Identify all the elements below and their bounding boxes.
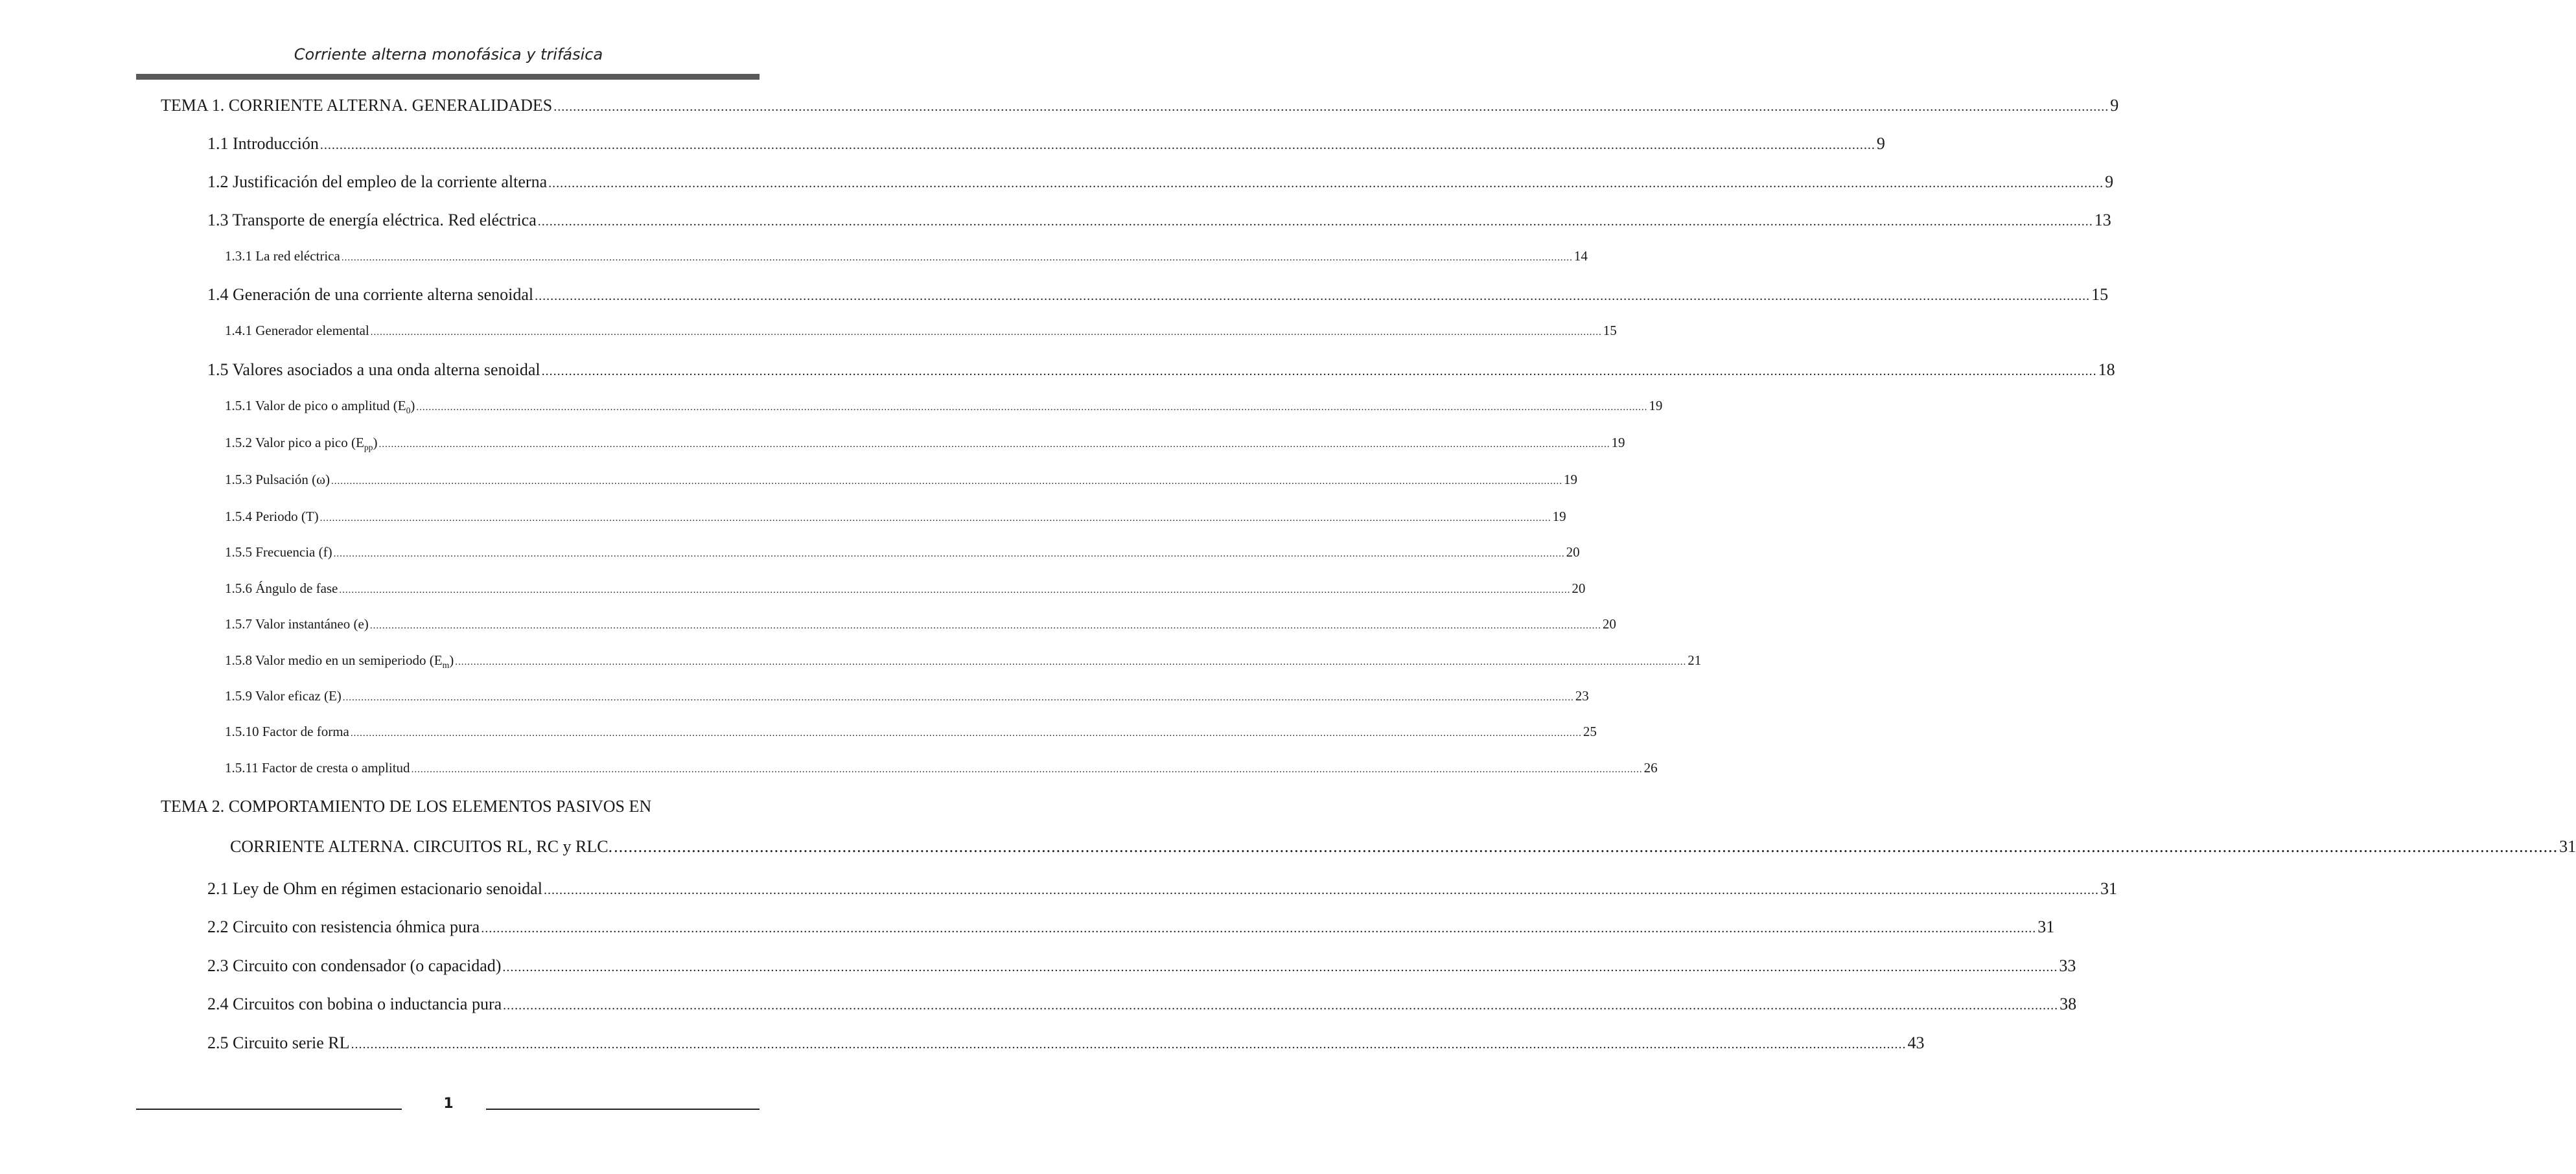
dot-leader: ................................................................................................................................................................................................................................................................................................................................................................................................................ — [378, 439, 1610, 450]
dot-leader: ................................................................................................................................................................................................................................................................................................................................................................................................................ — [535, 289, 2091, 303]
toc-entry-title: 2.5 Circuito serie RL — [207, 1033, 350, 1052]
toc-entry[interactable] — [225, 472, 1577, 488]
toc-page-number: 19 — [1611, 435, 1625, 450]
toc-entry[interactable] — [207, 917, 2055, 937]
toc-page-number: 19 — [1552, 509, 1566, 524]
toc-entry-title: 1.5 Valores asociados a una onda alterna senoidal — [207, 360, 540, 379]
toc-entry[interactable] — [225, 652, 1702, 671]
toc-page-number: 9 — [1876, 134, 1885, 153]
toc-entry-title: 1.5.8 Valor medio en un semiperiodo $(E_m)$ — [225, 652, 454, 671]
toc-page-number: 9 — [2110, 96, 2119, 115]
toc-entry-title: 1.5.5 Frecuencia (f) — [225, 544, 332, 560]
toc-page-number: 20 — [1566, 544, 1580, 560]
toc-entry-title: 1.5.2 Valor pico a pico $(E_{pp})$ — [225, 435, 378, 453]
toc-entry-title: 1.4 Generación de una corriente alterna senoidal — [207, 285, 534, 304]
dot-leader: ................................................................................................................................................................................................................................................................................................................................................................................................................ — [411, 765, 1643, 775]
toc-entry[interactable] — [225, 248, 1588, 264]
toc-entry[interactable] — [207, 879, 2117, 899]
toc-page-number: 19 — [1563, 472, 1577, 487]
toc-page-number: 20 — [1602, 616, 1616, 632]
dot-leader: ................................................................................................................................................................................................................................................................................................................................................................................................................ — [350, 728, 1582, 739]
toc-entry-title: TEMA 2. COMPORTAMIENTO DE LOS ELEMENTOS PASIVOS EN — [161, 797, 652, 816]
toc-entry[interactable] — [225, 760, 1658, 776]
toc-page-number: 14 — [1573, 248, 1588, 264]
toc-page-number: 43 — [1907, 1033, 1925, 1052]
dot-leader: ................................................................................................................................................................................................................................................................................................................................................................................................................ — [416, 402, 1648, 413]
dot-leader: ................................................................................................................................................................................................................................................................................................................................................................................................................ — [370, 327, 1602, 338]
toc-entry[interactable] — [207, 172, 2114, 192]
toc-entry[interactable] — [161, 96, 2119, 115]
footer-rule-left — [136, 1109, 402, 1110]
toc-entry-title: 1.3 Transporte de energía eléctrica. Red eléctrica — [207, 211, 537, 229]
header-rule — [136, 74, 760, 80]
toc-entry-title: TEMA 1. CORRIENTE ALTERNA. GENERALIDADES — [161, 96, 553, 115]
toc-entry-title: 1.5.7 Valor instantáneo (e) — [225, 616, 369, 632]
toc-entry[interactable] — [225, 581, 1586, 597]
toc-page-number: 15 — [2091, 285, 2109, 304]
toc-page-number: 23 — [1575, 688, 1589, 704]
dot-leader: ................................................................................................................................................................................................................................................................................................................................................................................................................ — [342, 693, 1574, 703]
toc-entry[interactable] — [207, 360, 2115, 380]
toc-page-number: 9 — [2105, 172, 2114, 191]
toc-entry-title: 1.2 Justificación del empleo de la corriente alterna — [207, 172, 548, 191]
subscript: pp — [364, 443, 373, 453]
toc-entry[interactable] — [225, 724, 1597, 740]
toc-page-number: 21 — [1688, 652, 1702, 668]
dot-leader: ................................................................................................................................................................................................................................................................................................................................................................................................................ — [369, 621, 1601, 631]
toc-entry-title: 1.3.1 La red eléctrica — [225, 248, 340, 264]
toc-entry-title: 2.4 Circuitos con bobina o inductancia pura — [207, 995, 502, 1013]
toc-page-number: 38 — [2060, 995, 2077, 1013]
toc-entry[interactable] — [225, 323, 1617, 339]
dot-leader: ................................................................................................................................................................................................................................................................................................................................................................................................................ — [319, 138, 1875, 152]
dot-leader: ................................................................................................................................................................................................................................................................................................................................................................................................................ — [548, 176, 2104, 190]
dot-leader: ................................................................................................................................................................................................................................................................................................................................................................................................................ — [331, 476, 1562, 487]
toc-entry[interactable] — [225, 435, 1625, 453]
toc-entry[interactable] — [207, 995, 2077, 1014]
dot-leader: ................................................................................................................................................................................................................................................................................................................................................................................................................ — [537, 214, 2093, 229]
toc-entry-title: 2.1 Ley de Ohm en régimen estacionario senoidal — [207, 879, 542, 898]
dot-leader: ................................................................................................................................................................................................................................................................................................................................................................................................................ — [614, 837, 2559, 856]
toc-page-number: 26 — [1643, 760, 1658, 776]
toc-entry[interactable] — [207, 1033, 1925, 1053]
toc-entry[interactable] — [207, 956, 2076, 976]
toc-entry-title: 2.3 Circuito con condensador (o capacidad) — [207, 956, 502, 975]
toc-entry-title: 1.5.6 Ángulo de fase — [225, 581, 338, 596]
toc-entry[interactable] — [207, 211, 2111, 230]
toc-entry[interactable] — [161, 797, 754, 816]
page-number: 1 — [443, 1096, 454, 1112]
dot-leader: ................................................................................................................................................................................................................................................................................................................................................................................................................ — [351, 1037, 1907, 1052]
running-header: Corriente alterna monofásica y trifásica — [294, 45, 603, 63]
dot-leader: ................................................................................................................................................................................................................................................................................................................................................................................................................ — [502, 960, 2058, 974]
toc-entry[interactable] — [225, 688, 1589, 704]
toc-page-number: 25 — [1583, 724, 1597, 739]
toc-page-number: 31 — [2037, 917, 2055, 936]
dot-leader: ................................................................................................................................................................................................................................................................................................................................................................................................................ — [341, 253, 1573, 263]
toc-entry-title: 1.5.11 Factor de cresta o amplitud — [225, 760, 410, 776]
toc-entry[interactable] — [207, 285, 2109, 305]
toc-entry[interactable] — [207, 134, 1885, 154]
toc-entry-title: CORRIENTE ALTERNA. CIRCUITOS RL, RC y RLC. — [230, 837, 613, 856]
toc-entry-title: 1.5.1 Valor de pico o amplitud $(E_0)$ — [225, 398, 415, 416]
toc-page-number: 33 — [2059, 956, 2076, 975]
dot-leader: ................................................................................................................................................................................................................................................................................................................................................................................................................ — [455, 657, 1687, 667]
toc-page-number: 20 — [1572, 581, 1586, 596]
dot-leader: ................................................................................................................................................................................................................................................................................................................................................................................................................ — [541, 364, 2097, 378]
toc-entry-continuation[interactable] — [230, 837, 2576, 857]
toc-entry-title: 1.4.1 Generador elemental — [225, 323, 369, 338]
toc-entry[interactable] — [225, 398, 1663, 416]
toc-entry-title: 1.5.3 Pulsación (ω) — [225, 472, 330, 487]
toc-entry-title: 1.5.9 Valor eficaz (E) — [225, 688, 342, 704]
subscript: m — [442, 660, 450, 671]
dot-leader: ................................................................................................................................................................................................................................................................................................................................................................................................................ — [543, 883, 2099, 897]
toc-entry-title: 1.1 Introducción — [207, 134, 319, 153]
dot-leader: ................................................................................................................................................................................................................................................................................................................................................................................................................ — [339, 585, 1571, 595]
subscript: 0 — [406, 406, 411, 416]
dot-leader: ................................................................................................................................................................................................................................................................................................................................................................................................................ — [319, 513, 1551, 524]
toc-page-number: 18 — [2098, 360, 2115, 379]
toc-page-number: 31 — [2100, 879, 2117, 898]
toc-entry-title: 1.5.4 Periodo (T) — [225, 509, 319, 524]
toc-page-number: 15 — [1603, 323, 1617, 338]
toc-entry-title: 2.2 Circuito con resistencia óhmica pura — [207, 917, 480, 936]
dot-leader: ................................................................................................................................................................................................................................................................................................................................................................................................................ — [503, 998, 2059, 1013]
toc-entry-title: 1.5.10 Factor de forma — [225, 724, 349, 739]
toc-entry[interactable] — [225, 544, 1580, 560]
dot-leader: ................................................................................................................................................................................................................................................................................................................................................................................................................ — [481, 921, 2037, 936]
dot-leader: ................................................................................................................................................................................................................................................................................................................................................................................................................ — [553, 100, 2109, 114]
toc-page-number: 19 — [1649, 398, 1663, 413]
dot-leader: ................................................................................................................................................................................................................................................................................................................................................................................................................ — [333, 549, 1565, 559]
toc-page-number: 13 — [2094, 211, 2111, 229]
toc-entry[interactable] — [225, 509, 1566, 525]
footer-rule-right — [486, 1109, 760, 1110]
toc-page-number: 31 — [2559, 837, 2576, 856]
toc-entry[interactable] — [225, 616, 1616, 632]
